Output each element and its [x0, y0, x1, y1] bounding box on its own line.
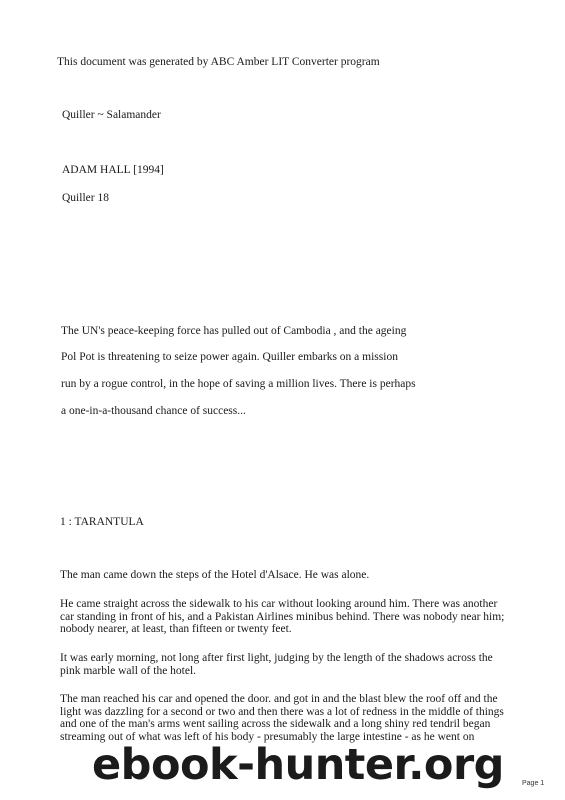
blurb-line: The UN's peace-keeping force has pulled out of Cambodia , and the ageing [61, 325, 407, 337]
page-number: Page 1 [522, 780, 545, 787]
series-number: Quiller 18 [62, 192, 109, 204]
book-title: Quiller ~ Salamander [62, 109, 161, 121]
chapter-heading: 1 : TARANTULA [60, 516, 144, 528]
generator-note: This document was generated by ABC Amber LIT Converter program [57, 56, 380, 68]
story-paragraph: The man reached his car and opened the door. and got in and the blast blew the roof off and the light was dazzling for a second or two and then there was a lot of redness in the middle of things and one of the man's arms went sailing across the sidewalk and a long shiny red tendril began streaming out of what was left of his body - presumably the large intestine - as he went on [60, 693, 504, 743]
watermark-logo: ebook-hunter.org [92, 740, 504, 790]
story-paragraph: It was early morning, not long after first light, judging by the length of the shadows across the pink marble wall of the hotel. [60, 652, 493, 677]
blurb-line: Pol Pot is threatening to seize power again. Quiller embarks on a mission [61, 351, 398, 363]
book-author: ADAM HALL [1994] [62, 164, 164, 176]
blurb-line: a one-in-a-thousand chance of success... [61, 405, 246, 417]
story-paragraph: He came straight across the sidewalk to his car without looking around him. There was another car standing in front of his, and a Pakistan Airlines minibus behind. There was nobody near him; nobody nearer, at least, than fifteen or twenty feet. [60, 598, 505, 636]
blurb-line: run by a rogue control, in the hope of saving a million lives. There is perhaps [61, 378, 416, 390]
story-paragraph: The man came down the steps of the Hotel d'Alsace. He was alone. [60, 569, 370, 581]
